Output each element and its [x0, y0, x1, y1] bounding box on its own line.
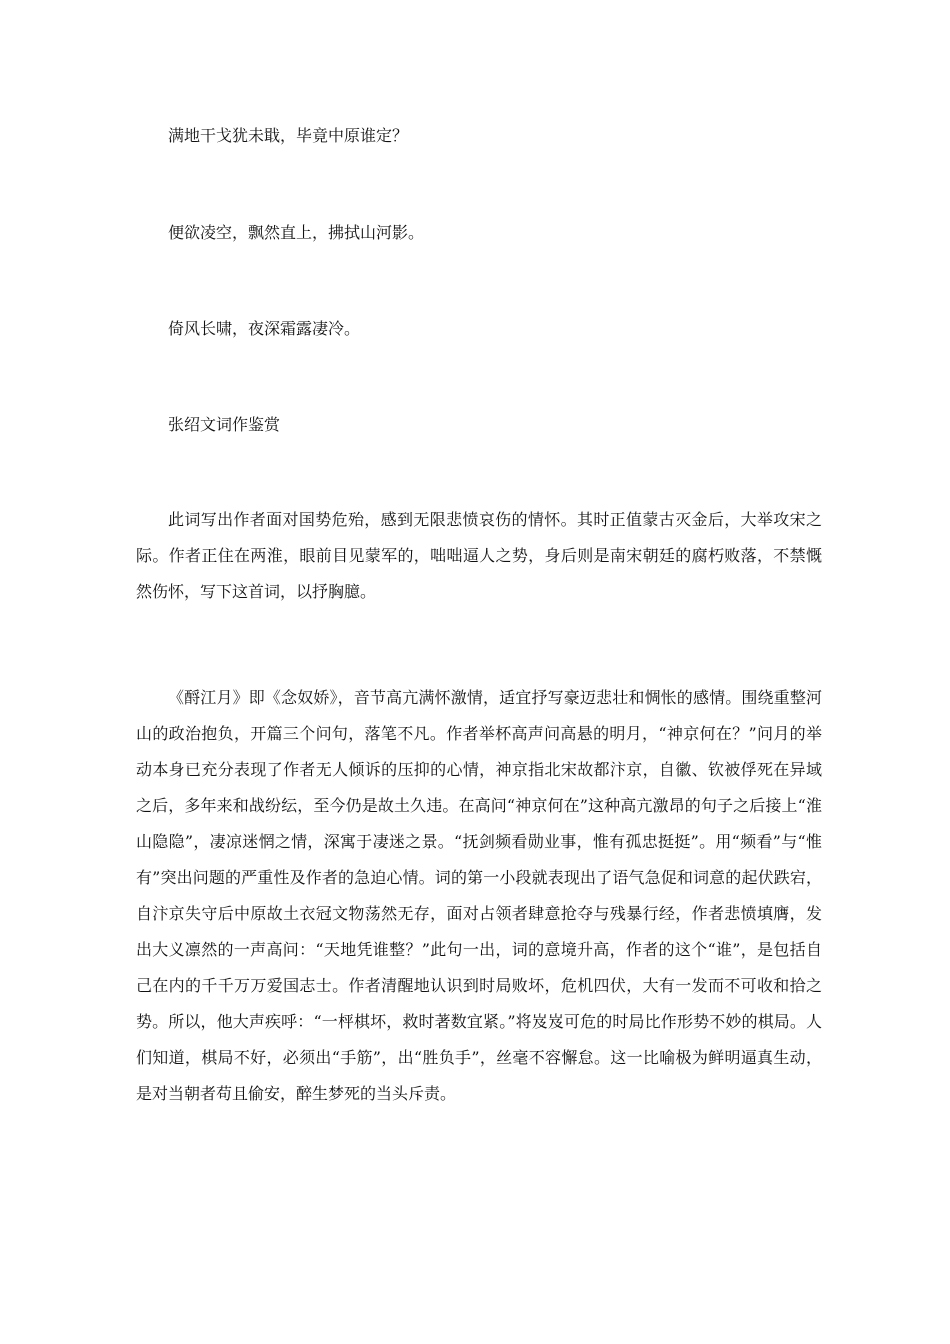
paragraph-1: 此词写出作者面对国势危殆，感到无限悲愤哀伤的情怀。其时正值蒙古灭金后，大举攻宋之际。作者正住在两淮，眼前目见蒙军的，咄咄逼人之势，身后则是南宋朝廷的腐朽败落，不禁慨然伤怀，写下这首词，以抒胸臆。 — [136, 510, 822, 601]
verse-line-2: 便欲凌空，飘然直上，拂拭山河影。 — [168, 223, 425, 242]
paragraph-2: 《酹江月》即《念奴娇》，音节高亢满怀激情，适宜抒写豪迈悲壮和惆怅的感情。围绕重整河山的政治抱负，开篇三个问句，落笔不凡。作者举杯高声问高悬的明月，“神京何在？”问月的举动本身已充分表现了作者无人倾诉的压抑的心情，神京指北宋故都汴京，自徽、钦被俘死在异域之后，多年来和战纷纭，至今仍是故土久违。在高问“神京何在”这种高亢激昂的句子之后接上“淮山隐隐”，凄凉迷惘之情，深寓于凄迷之景。“抚剑频看勋业事，惟有孤忠挺挺”。用“频看”与“惟有”突出问题的严重性及作者的急迫心情。词的第一小段就表现出了语气急促和词意的起伏跌宕，自汴京失守后中原故土衣冠文物荡然无存，面对占领者肆意抢夺与残暴行经，作者悲愤填膺，发出大义凛然的一声高问：“天地凭谁整？”此句一出，词的意境升高，作者的这个“谁”，是包括自己在内的千千万万爱国志士。作者清醒地认识到时局败坏，危机四伏，大有一发而不可收和拾之势。所以，他大声疾呼：“一枰棋坏，救时著数宜紧。”将岌岌可危的时局比作形势不妙的棋局。人们知道，棋局不好，必须出“手筋”，出“胜负手”，丝毫不容懈怠。这一比喻极为鲜明逼真生动，是对当朝者苟且偷安，醉生梦死的当头斥责。 — [136, 688, 822, 1103]
section-title: 张绍文词作鉴赏 — [168, 415, 281, 434]
verse-line-3: 倚风长啸，夜深霜露凄冷。 — [168, 319, 361, 338]
verse-line-1: 满地干戈犹未戢，毕竟中原谁定？ — [168, 126, 409, 145]
